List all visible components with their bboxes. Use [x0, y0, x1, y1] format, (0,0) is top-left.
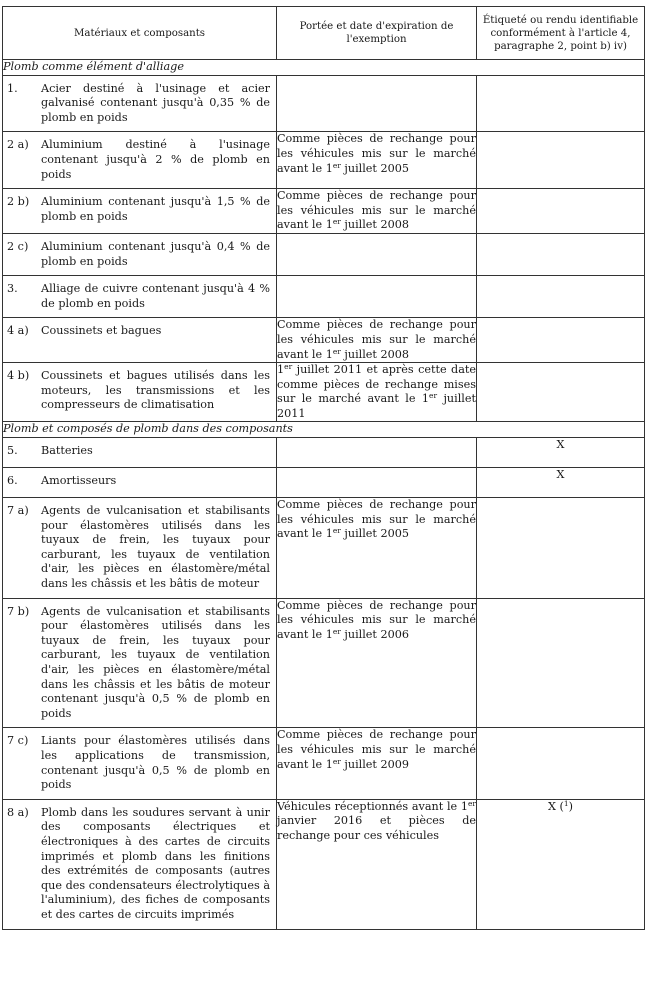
scope-cell: Comme pièces de rechange pour les véhicules mis sur le marché avant le 1er juillet 2008 — [277, 189, 477, 234]
table-row — [3, 189, 645, 234]
labelled-mark-cell — [477, 276, 645, 318]
table-row — [3, 363, 645, 422]
labelled-mark-cell — [477, 75, 645, 132]
scope-cell — [277, 438, 477, 468]
material-cell — [3, 132, 277, 189]
item-description: Aluminium destiné à l'usinage contenant jusqu'à 2 % de plomb en poids — [41, 138, 270, 181]
item-description: Coussinets et bagues — [41, 324, 162, 338]
item-number: 4 b) — [7, 369, 30, 383]
item-number: 7 c) — [7, 734, 29, 748]
labelled-mark-cell — [477, 318, 645, 363]
scope-cell — [277, 75, 477, 132]
item-description: Aluminium contenant jusqu'à 0,4 % de plomb en poids — [41, 239, 270, 268]
labelled-mark-cell — [477, 132, 645, 189]
table-row — [3, 438, 645, 468]
scope-cell: Comme pièces de rechange pour les véhicules mis sur le marché avant le 1er juillet 2005 — [277, 132, 477, 189]
header-materials: Matériaux et composants — [3, 7, 277, 60]
table-row — [3, 799, 645, 929]
section-row — [3, 60, 645, 76]
item-description: Agents de vulcanisation et stabilisants pour élastomères utilisés dans les tuyaux de frein, les tuyaux pour carburant, les tuyaux de ventilation d'air, les pièces en élastomère/métal dans les châssis et les bâtis de moteur contenant jusqu'à 0,5 % de plomb en poids — [41, 604, 270, 720]
material-cell — [3, 276, 277, 318]
scope-cell — [277, 233, 477, 275]
item-number: 8 a) — [7, 805, 29, 819]
scope-cell: Comme pièces de rechange pour les véhicules mis sur le marché avant le 1er juillet 2008 — [277, 318, 477, 363]
material-cell — [3, 598, 277, 728]
scope-cell: Comme pièces de rechange pour les véhicules mis sur le marché avant le 1er juillet 2009 — [277, 728, 477, 799]
section-title: Plomb et composés de plomb dans des composants — [3, 422, 645, 438]
item-number: 5. — [7, 444, 18, 458]
item-description: Amortisseurs — [41, 474, 117, 488]
item-number: 2 b) — [7, 195, 30, 209]
item-description: Liants pour élastomères utilisés dans les applications de transmission, contenant jusqu'à 0,5 % de plomb en poids — [41, 734, 270, 792]
labelled-mark-cell: X ($^1$) — [477, 799, 645, 929]
scope-cell — [277, 276, 477, 318]
labelled-mark-cell — [477, 189, 645, 234]
material-cell — [3, 438, 277, 468]
header-row — [3, 7, 645, 60]
scope-cell: Comme pièces de rechange pour les véhicules mis sur le marché avant le 1er juillet 2006 — [277, 598, 477, 728]
item-description: Batteries — [41, 444, 93, 458]
table-row — [3, 598, 645, 728]
item-description: Agents de vulcanisation et stabilisants pour élastomères utilisés dans les tuyaux de frein, les tuyaux pour carburant, les tuyaux de ventilation d'air, les pièces en élastomère/métal dans les châssis et les bâtis de moteur — [41, 504, 270, 591]
table-body — [3, 60, 645, 930]
scope-cell — [277, 468, 477, 498]
item-number: 1. — [7, 81, 18, 95]
labelled-mark-cell — [477, 598, 645, 728]
labelled-mark-cell — [477, 728, 645, 799]
table-row — [3, 132, 645, 189]
item-number: 7 b) — [7, 604, 30, 618]
item-description: Plomb dans les soudures servant à unir des composants électriques et électroniques à des cartes de circuits imprimés et plomb dans les finitions des extrémités de composants (autres que des condensateurs électrolytiques à l'aluminium), des fiches de composants et des cartes de circuits imprimés — [41, 805, 270, 921]
scope-cell: 1er juillet 2011 et après cette date comme pièces de rechange mises sur le marché avant le 1er juillet 2011 — [277, 363, 477, 422]
material-cell — [3, 728, 277, 799]
item-number: 2 c) — [7, 239, 29, 253]
table-row — [3, 468, 645, 498]
labelled-mark-cell — [477, 363, 645, 422]
labelled-mark-cell — [477, 233, 645, 275]
material-cell — [3, 799, 277, 929]
material-cell — [3, 75, 277, 132]
material-cell — [3, 318, 277, 363]
item-number: 6. — [7, 474, 18, 488]
header-scope: Portée et date d'expiration de l'exemption — [277, 7, 477, 60]
scope-cell: Comme pièces de rechange pour les véhicules mis sur le marché avant le 1er juillet 2005 — [277, 498, 477, 599]
item-description: Alliage de cuivre contenant jusqu'à 4 % de plomb en poids — [41, 282, 270, 310]
material-cell — [3, 363, 277, 422]
section-row — [3, 422, 645, 438]
table-row — [3, 233, 645, 275]
item-description: Acier destiné à l'usinage et acier galvanisé contenant jusqu'à 0,35 % de plomb en poids — [41, 81, 270, 124]
section-title: Plomb comme élément d'alliage — [3, 60, 645, 76]
material-cell — [3, 189, 277, 234]
exemptions-table — [2, 6, 645, 930]
labelled-mark-cell — [477, 498, 645, 599]
item-number: 2 a) — [7, 138, 29, 152]
table-row — [3, 75, 645, 132]
item-description: Coussinets et bagues utilisés dans les moteurs, les transmissions et les compresseurs de climatisation — [41, 369, 270, 412]
table-row — [3, 728, 645, 799]
labelled-mark-cell: X — [477, 468, 645, 498]
material-cell — [3, 498, 277, 599]
material-cell — [3, 233, 277, 275]
item-number: 7 a) — [7, 504, 29, 518]
table-row — [3, 318, 645, 363]
table-row — [3, 276, 645, 318]
item-number: 4 a) — [7, 324, 29, 338]
table-row — [3, 498, 645, 599]
material-cell — [3, 468, 277, 498]
item-number: 3. — [7, 282, 18, 296]
scope-cell: Véhicules réceptionnés avant le 1er janvier 2016 et pièces de rechange pour ces véhicules — [277, 799, 477, 929]
header-labelled: Étiqueté ou rendu identifiable conformément à l'article 4, paragraphe 2, point b) iv) — [477, 7, 645, 60]
item-description: Aluminium contenant jusqu'à 1,5 % de plomb en poids — [41, 195, 270, 223]
labelled-mark-cell: X — [477, 438, 645, 468]
